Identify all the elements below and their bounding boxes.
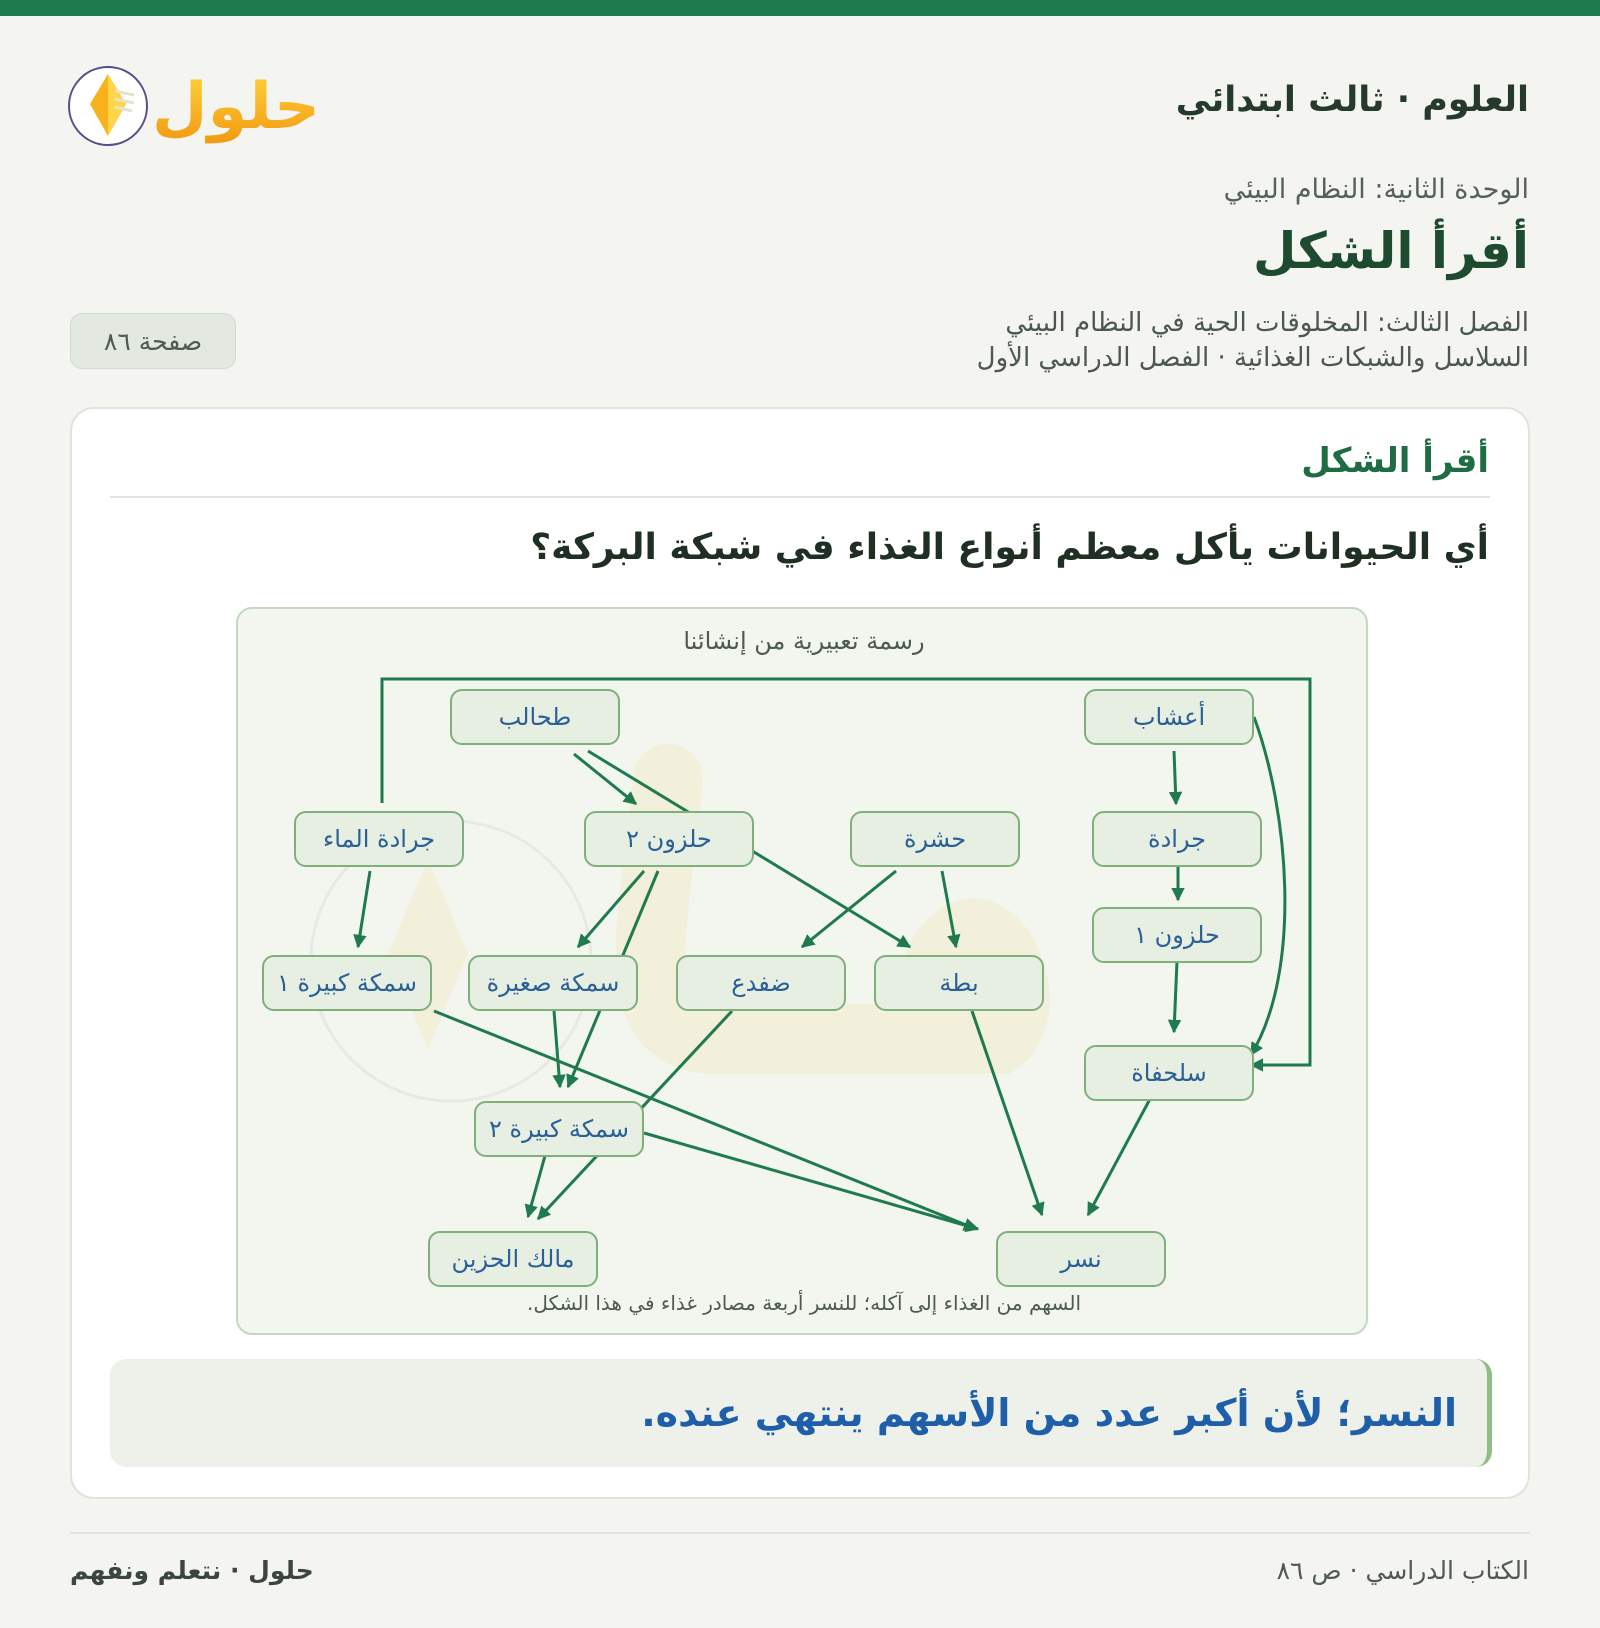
- answer-text: النسر؛ لأن أكبر عدد من الأسهم ينتهي عنده.: [641, 1391, 1457, 1435]
- footer-brand: حلول · نتعلم ونفهم: [70, 1556, 314, 1585]
- card-divider: [110, 496, 1490, 498]
- arrow-turtle-eagle: [1088, 1099, 1150, 1215]
- subject-title: العلوم · ثالث ابتدائي: [1175, 80, 1529, 120]
- footer-divider: [70, 1532, 1530, 1534]
- node-insect: حشرة: [850, 811, 1020, 867]
- arrow-bigfish2-eagle: [644, 1133, 978, 1229]
- node-water-bug: جرادة الماء: [294, 811, 464, 867]
- node-kingfisher: مالك الحزين: [428, 1231, 598, 1287]
- figure-caption: رسمة تعبيرية من إنشائنا: [683, 627, 925, 655]
- node-algae: طحالب: [450, 689, 620, 745]
- footer-book-reference: الكتاب الدراسي · ص ٨٦: [1276, 1556, 1529, 1585]
- node-turtle: سلحفاة: [1084, 1045, 1254, 1101]
- page-title: أقرأ الشكل: [1252, 222, 1529, 280]
- figure-footnote: السهم من الغذاء إلى آكله؛ للنسر أربعة مصادر غذاء في هذا الشكل.: [526, 1291, 1082, 1315]
- arrow-snail1-turtle: [1174, 961, 1177, 1032]
- answer-box: [110, 1359, 1492, 1467]
- unit-label: الوحدة الثانية: النظام البيئي: [1223, 174, 1529, 205]
- node-duck: بطة: [874, 955, 1044, 1011]
- card-heading: أقرأ الشكل: [1301, 441, 1489, 481]
- lesson-label: السلاسل والشبكات الغذائية · الفصل الدراسي الأول: [976, 343, 1529, 373]
- top-accent-bar: [0, 0, 1600, 16]
- hulul-logo: [68, 46, 338, 156]
- node-snail-1: حلزون ١: [1092, 907, 1262, 963]
- node-small-fish: سمكة صغيرة: [468, 955, 638, 1011]
- question-text: أي الحيوانات يأكل معظم أنواع الغذاء في شبكة البركة؟: [530, 527, 1489, 568]
- logo-wordmark: حلول: [152, 70, 320, 144]
- page-number-badge: صفحة ٨٦: [70, 313, 236, 369]
- arrow-insect-frog: [802, 871, 896, 947]
- node-big-fish-1: سمكة كبيرة ١: [262, 955, 432, 1011]
- exercise-card: [70, 407, 1530, 1499]
- node-big-fish-2: سمكة كبيرة ٢: [474, 1101, 644, 1157]
- arrow-waterbug-bigfish1: [358, 871, 370, 947]
- arrow-grass-turtle: [1251, 717, 1285, 1055]
- arrow-grass-grasshopper: [1174, 751, 1176, 804]
- food-web-figure: [236, 607, 1368, 1335]
- node-snail-2: حلزون ٢: [584, 811, 754, 867]
- node-grass: أعشاب: [1084, 689, 1254, 745]
- node-frog: ضفدع: [676, 955, 846, 1011]
- node-grasshopper: جرادة: [1092, 811, 1262, 867]
- node-eagle: نسر: [996, 1231, 1166, 1287]
- chapter-label: الفصل الثالث: المخلوقات الحية في النظام البيئي: [1005, 308, 1529, 338]
